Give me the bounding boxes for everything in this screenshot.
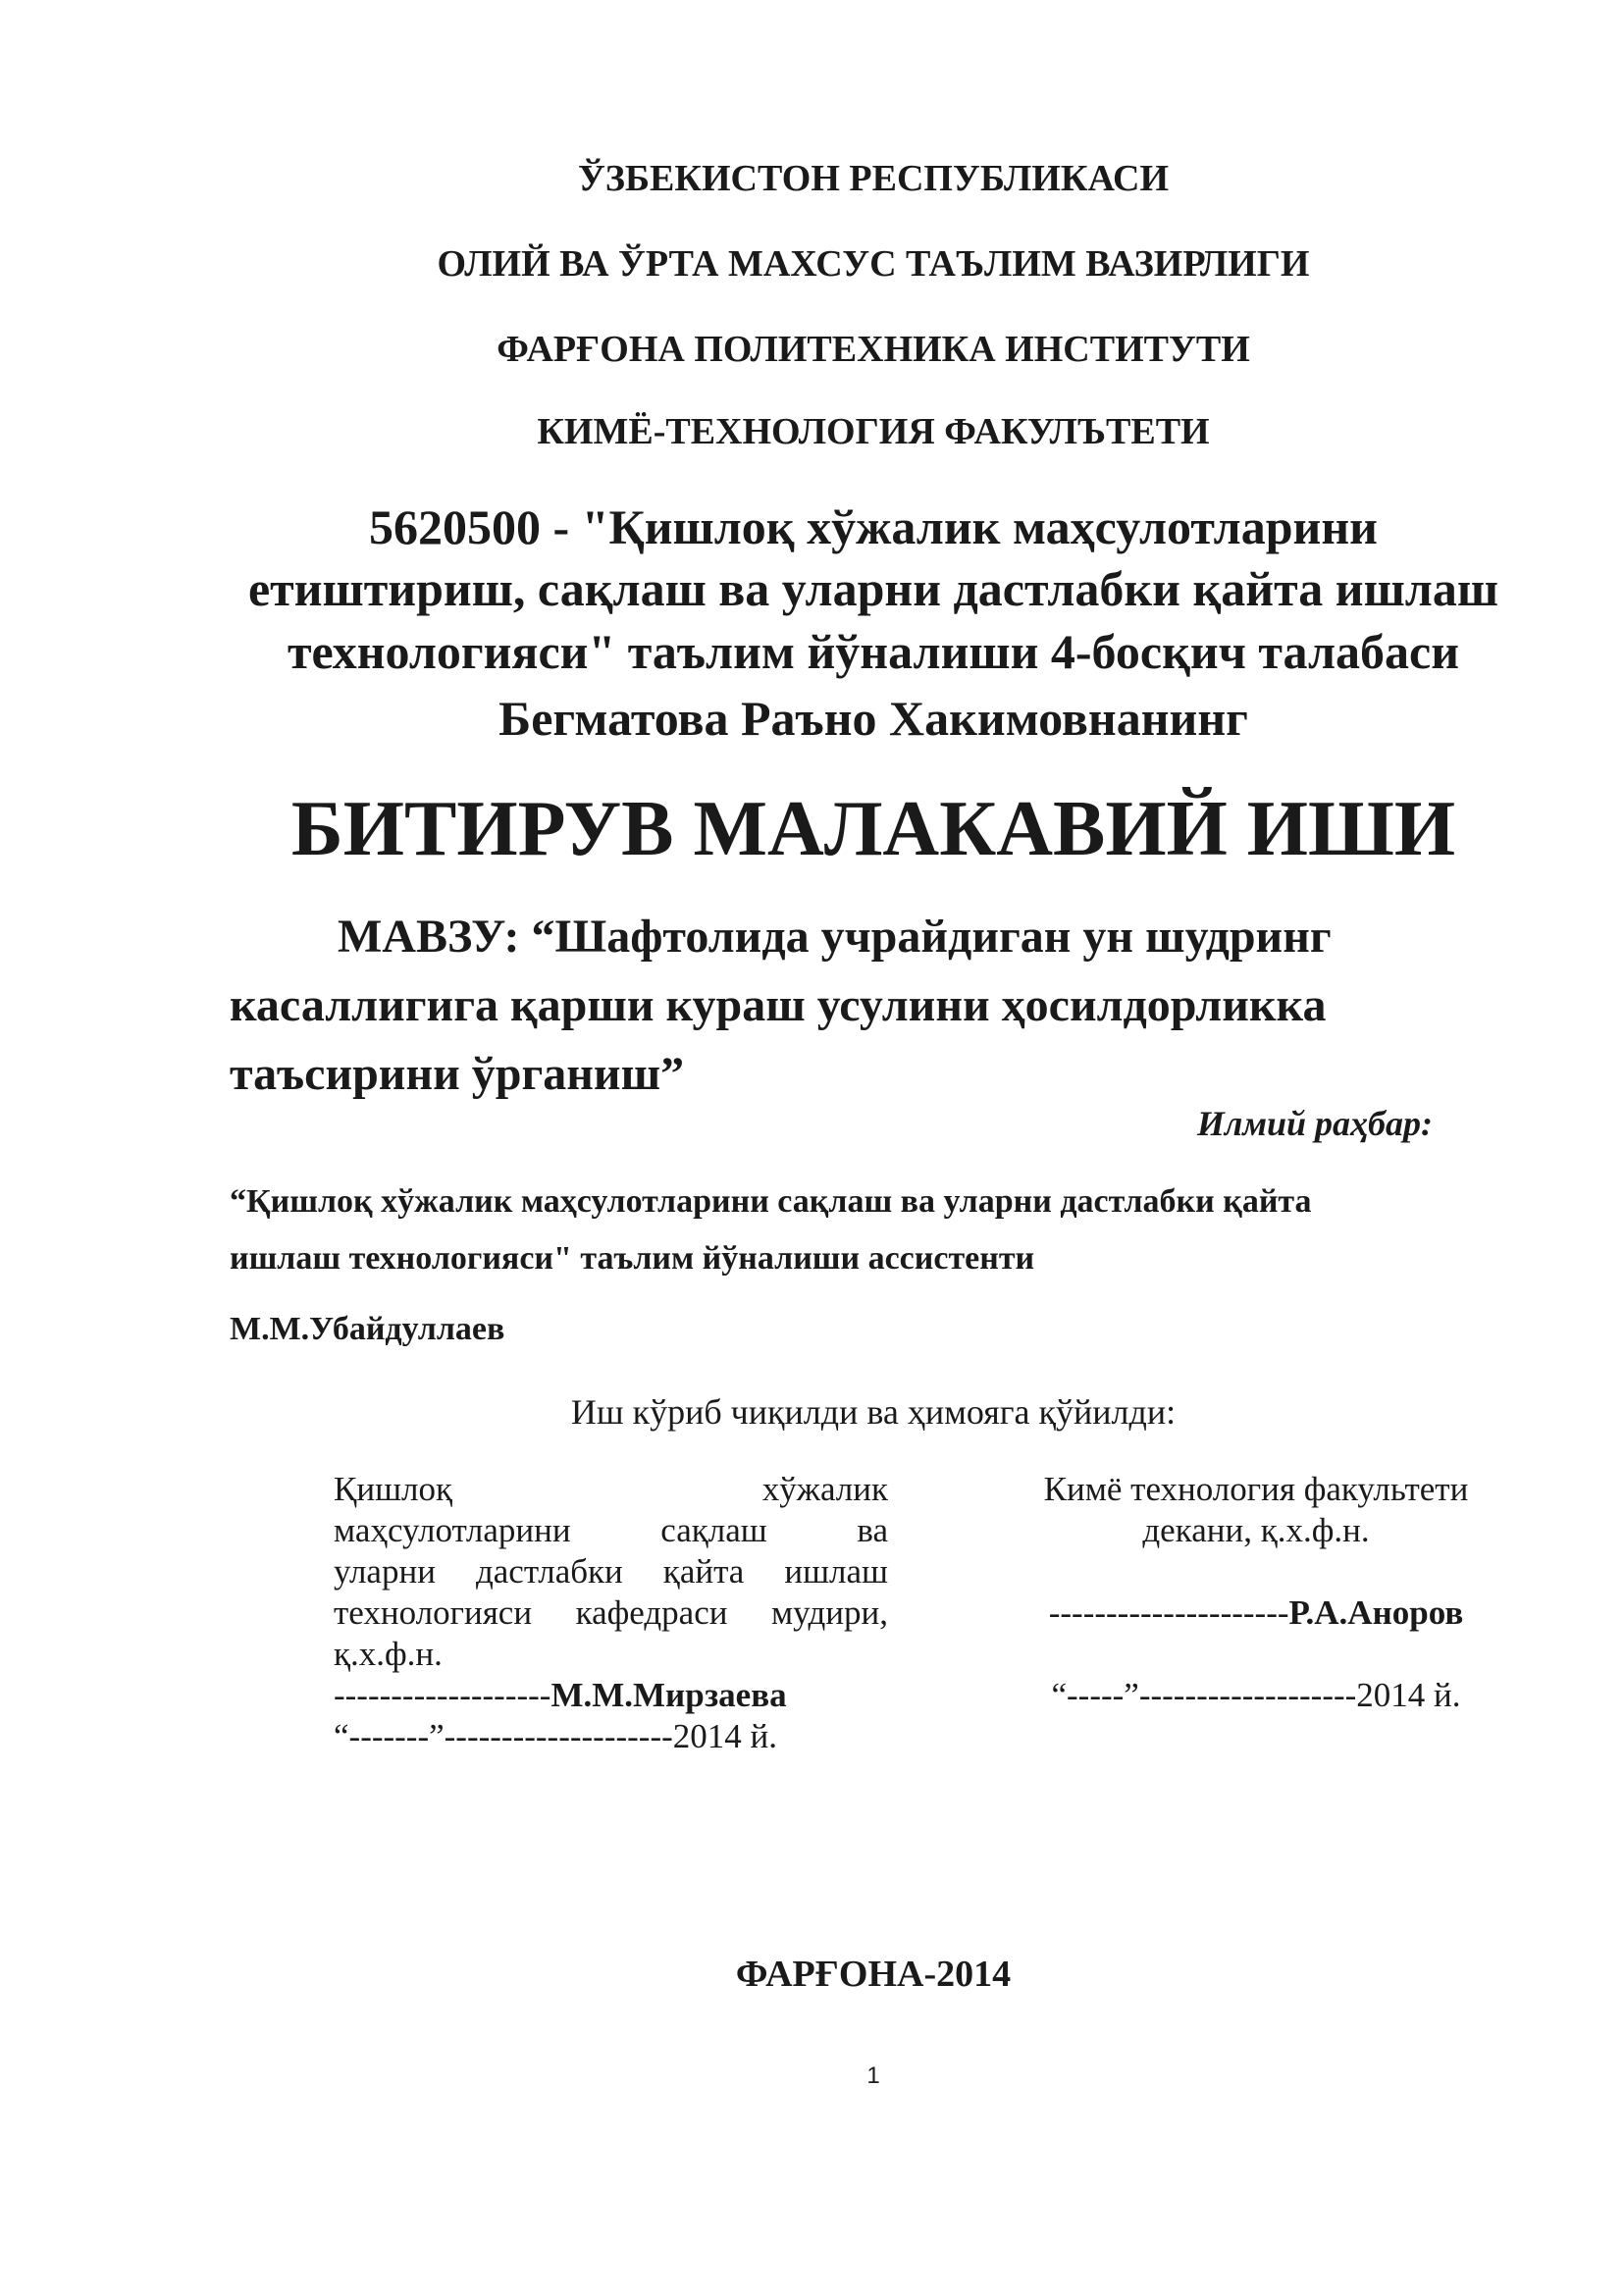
sign-left-line-4: технологияси кафедраси мудири, <box>334 1593 888 1632</box>
sign-right-line-1: Кимё технология факультети <box>1043 1470 1469 1508</box>
work-title: БИТИРУВ МАЛАКАВИЙ ИШИ <box>290 786 1456 872</box>
student-line-1: 5620500 - "Қишлоқ хўжалик маҳсулотларини <box>369 499 1378 554</box>
sign-right-line-2: декани, қ.х.ф.н. <box>1142 1511 1370 1549</box>
student-name: Бегматова Раъно Хакимовнанинг <box>498 691 1248 746</box>
advisor-label: Илмий раҳбар: <box>1196 1104 1433 1143</box>
advisor-desc-line-1: “Қишлоқ хўжалик маҳсулотларини сақлаш ва уларни дастлабки қайта <box>230 1183 1312 1220</box>
sign-right-signature-line <box>1001 1592 1511 1634</box>
spacer <box>1001 1634 1511 1675</box>
republic-heading: ЎЗБЕКИСТОН РЕСПУБЛИКАСИ <box>577 158 1170 199</box>
advisor-name: М.М.Убайдуллаев <box>230 1311 505 1347</box>
head-of-department-name: М.М.Мирзаева <box>550 1676 787 1714</box>
institute-heading: ФАРҒОНА ПОЛИТЕХНИКА ИНСТИТУТИ <box>497 329 1250 370</box>
review-statement: Иш кўриб чиқилди ва ҳимояга қўйилди: <box>570 1392 1177 1432</box>
sign-left-signature-line <box>334 1675 888 1716</box>
head-of-department-signature-block <box>334 1469 888 1757</box>
signature-dashes: --------------------- <box>1048 1593 1289 1632</box>
faculty-heading: КИМЁ-ТЕХНОЛОГИЯ ФАКУЛЪТЕТИ <box>537 411 1210 452</box>
sign-left-word: Қишлоқ <box>334 1470 452 1508</box>
city-year: ФАРҒОНА-2014 <box>735 1954 1012 1995</box>
topic-block <box>230 906 1446 1106</box>
sign-left-line-2 <box>334 1510 888 1551</box>
ministry-heading: ОЛИЙ ВА ЎРТА МАХСУС ТАЪЛИМ ВАЗИРЛИГИ <box>437 243 1310 285</box>
topic-line-3: таъсирини ўрганиш” <box>230 1048 685 1100</box>
sign-left-word: ва <box>857 1511 888 1549</box>
spacer <box>1001 1551 1511 1592</box>
sign-left-word: хўжалик <box>761 1470 888 1508</box>
page-number: 1 <box>866 2062 880 2089</box>
sign-right-date: “-----”-------------------2014 й. <box>1051 1676 1461 1714</box>
sign-left-line-1 <box>334 1469 888 1510</box>
advisor-description <box>230 1174 1505 1287</box>
topic-line-2: касаллигига қарши кураш усулини ҳосилдорликка <box>230 979 1327 1031</box>
sign-left-word: маҳсулотларини <box>334 1511 571 1549</box>
dean-signature-block <box>1001 1469 1511 1716</box>
sign-left-date: “-------”--------------------2014 й. <box>334 1717 777 1755</box>
sign-left-word: сақлаш <box>660 1511 767 1549</box>
student-line-3: технологияси" таълим йўналиши 4-босқич талабаси <box>287 624 1460 679</box>
advisor-desc-line-2: ишлаш технологияси" таълим йўналиши ассистенти <box>230 1240 1035 1277</box>
sign-left-line-3: уларни дастлабки қайта ишлаш <box>334 1552 888 1591</box>
signature-dashes: ------------------- <box>334 1676 551 1714</box>
student-line-2: етиштириш, сақлаш ва уларни дастлабки қайта ишлаш <box>247 561 1499 616</box>
sign-left-line-5: қ.х.ф.н. <box>334 1635 443 1673</box>
topic-line-1: МАВЗУ: “Шафтолида учрайдиган ун шудринг <box>338 911 1332 963</box>
dean-name: Р.А.Аноров <box>1288 1593 1464 1632</box>
